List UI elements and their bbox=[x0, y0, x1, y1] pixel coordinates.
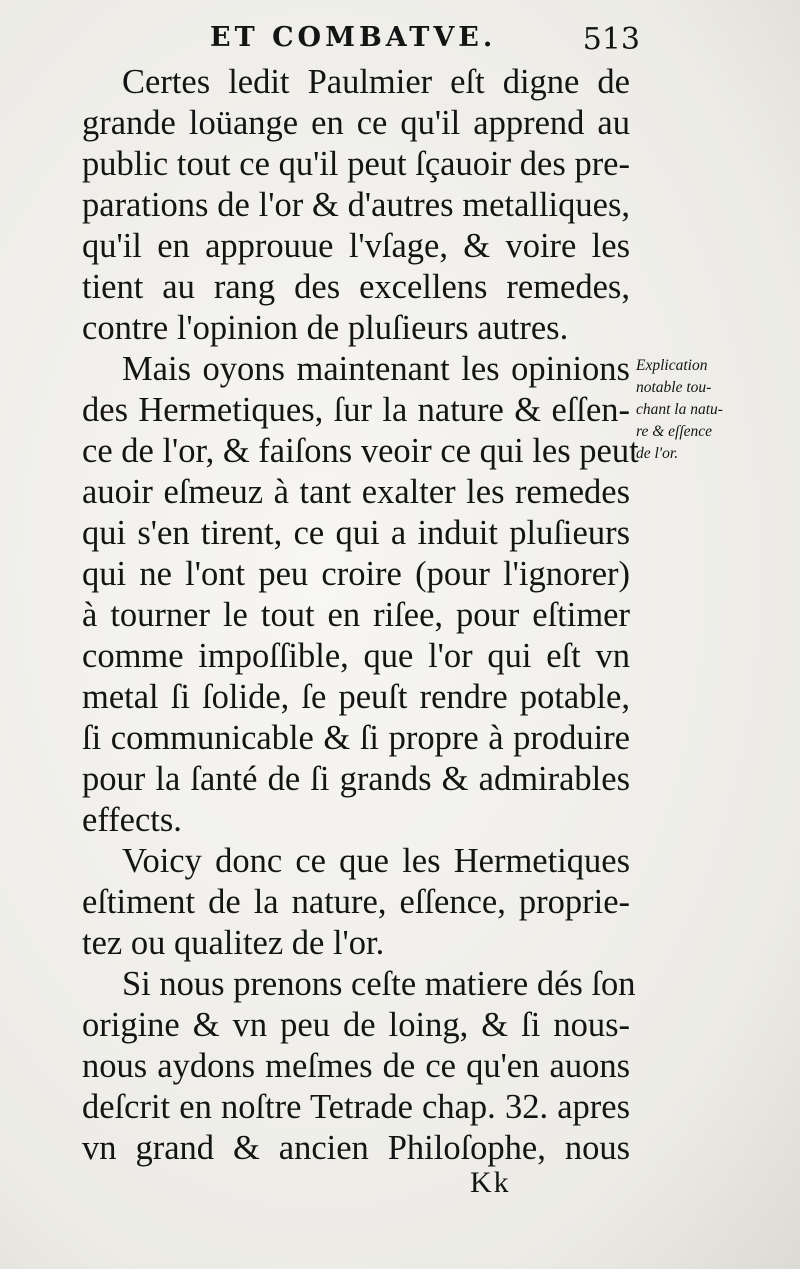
page-number: 513 bbox=[582, 22, 640, 57]
text-line: pour la ſanté de ſi grands & admirables bbox=[82, 760, 630, 798]
text-line: auoir eſmeuz à tant exalter les remedes bbox=[82, 473, 630, 511]
text-line: nous aydons meſmes de ce qu'en auons bbox=[82, 1047, 630, 1085]
text-line: Mais oyons maintenant les opinions bbox=[122, 350, 630, 388]
margin-note bbox=[636, 355, 766, 465]
text-line: grande loüange en ce qu'il apprend au bbox=[82, 104, 630, 142]
text-line: qui s'en tirent, ce qui a induit pluſieurs bbox=[82, 514, 630, 552]
text-line: ſi communicable & ſi propre à produire bbox=[82, 719, 630, 757]
text-line: ce de l'or, & faiſons veoir ce qui les peut bbox=[82, 432, 639, 470]
margin-note-line: de l'or. bbox=[636, 445, 679, 462]
text-line: eſtiment de la nature, eſſence, proprie- bbox=[82, 883, 630, 921]
text-line: à tourner le tout en riſee, pour eſtimer bbox=[82, 596, 630, 634]
text-line: vn grand & ancien Philoſophe, nous bbox=[82, 1129, 630, 1167]
text-line: comme impoſſible, que l'or qui eſt vn bbox=[82, 637, 630, 675]
text-line: qu'il en approuue l'vſage, & voire les bbox=[82, 227, 630, 265]
body-text bbox=[82, 62, 639, 1169]
text-line: tient au rang des excellens remedes, bbox=[82, 268, 630, 306]
text-line: origine & vn peu de loing, & ſi nous- bbox=[82, 1006, 630, 1044]
margin-note-line: re & eſſence bbox=[636, 423, 713, 440]
text-line: contre l'opinion de pluſieurs autres. bbox=[82, 309, 569, 347]
text-line: parations de l'or & d'autres metalliques, bbox=[82, 186, 630, 224]
text-line: Si nous prenons ceſte matiere dés ſon bbox=[122, 965, 636, 1003]
text-line: metal ſi ſolide, ſe peuſt rendre potable, bbox=[82, 678, 630, 716]
text-line: effects. bbox=[82, 801, 182, 839]
text-line: deſcrit en noſtre Tetrade chap. 32. apres bbox=[82, 1088, 630, 1126]
text-line: Certes ledit Paulmier eſt digne de bbox=[122, 63, 630, 101]
text-line: Voicy donc ce que les Hermetiques bbox=[122, 842, 630, 880]
text-line: des Hermetiques, ſur la nature & eſſen- bbox=[82, 391, 630, 429]
margin-note-line: chant la natu- bbox=[636, 401, 723, 418]
text-line: qui ne l'ont peu croire (pour l'ignorer) bbox=[82, 555, 630, 593]
text-line: public tout ce qu'il peut ſçauoir des pre- bbox=[82, 145, 630, 183]
text-line: tez ou qualitez de l'or. bbox=[82, 924, 385, 962]
running-title: ET COMBATVE. bbox=[210, 22, 497, 53]
page-header bbox=[80, 22, 640, 62]
margin-note-line: notable tou- bbox=[636, 379, 712, 396]
signature-mark: Kk bbox=[470, 1166, 511, 1199]
margin-note-line: Explication bbox=[636, 357, 708, 374]
